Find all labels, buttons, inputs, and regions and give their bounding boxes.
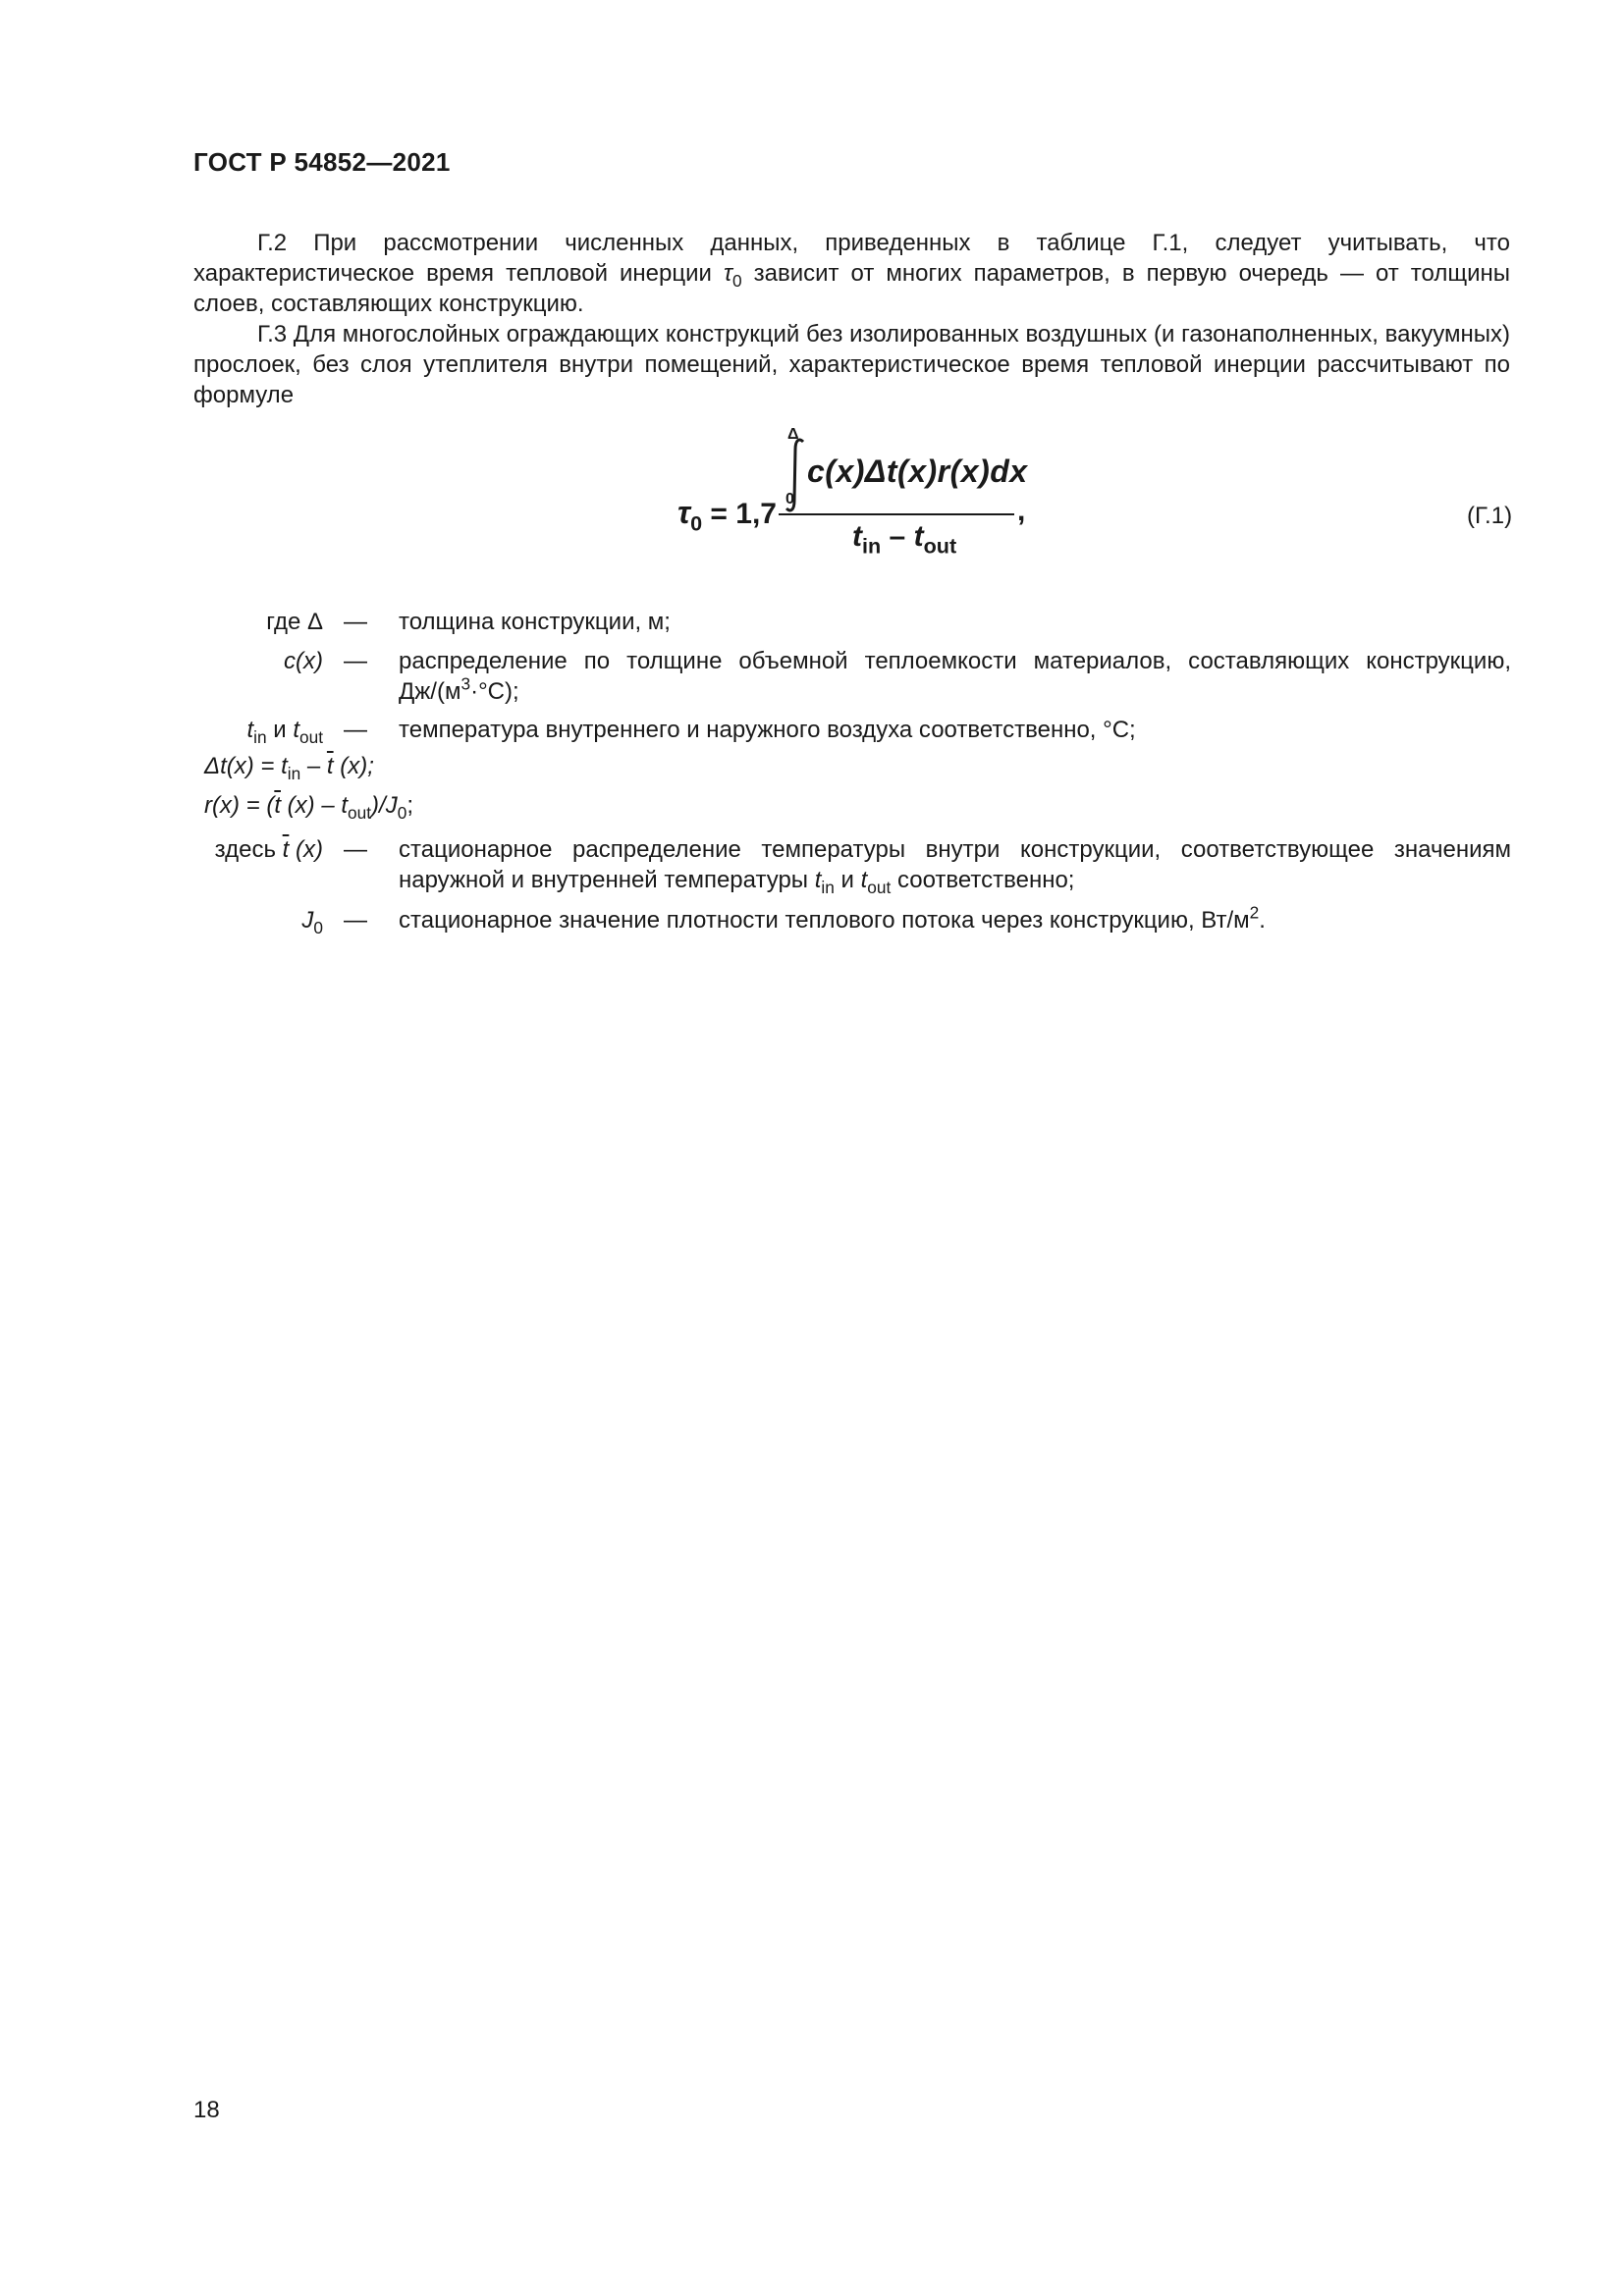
term-t-out: t xyxy=(293,717,299,743)
integral-lower-limit: 0 xyxy=(785,491,794,507)
desc-j0-sup: 2 xyxy=(1249,902,1260,923)
legend-dash: — xyxy=(344,907,367,934)
legend-desc-delta: толщина конструкции, м; xyxy=(399,609,671,635)
legend-desc-tin-tout: температура внутреннего и наружного воздуха соответственно, °С; xyxy=(399,717,1136,743)
r-x-tbar: $\overline{t}$ xyxy=(274,792,281,819)
term-x: (x) xyxy=(289,836,323,863)
term-j: J xyxy=(301,907,314,934)
delta-t-sub: in xyxy=(287,764,301,784)
fraction-line xyxy=(779,513,1014,515)
tau-symbol: τ xyxy=(723,260,732,287)
legend-desc-j0 xyxy=(399,902,1511,935)
legend-desc-cx xyxy=(399,646,1511,707)
paragraph-g2-text-b: зависит от многих параметров, в первую очередь — от толщины слоев, составляющих конструкцию. xyxy=(193,260,1511,317)
term-tbar: $\overline{t}$ xyxy=(282,836,290,863)
legend-dash: — xyxy=(344,836,367,863)
r-x-sub-out: out xyxy=(348,803,372,824)
paragraph-g3 xyxy=(193,319,1510,410)
formula-g1 xyxy=(677,426,1090,567)
desc-tbar-b: соответственно; xyxy=(891,867,1075,893)
delta-t-minus: – xyxy=(300,753,327,779)
desc-j0-a: стационарное значение плотности теплового потока через конструкцию, Вт/м xyxy=(399,907,1250,934)
denom-t-out: t xyxy=(913,520,924,553)
paragraph-g2 xyxy=(193,228,1510,319)
r-x-definition xyxy=(204,790,413,824)
page-number: 18 xyxy=(193,2097,220,2123)
r-x-rest-b: ; xyxy=(406,792,413,819)
formula-tau-sub: 0 xyxy=(690,510,703,536)
delta-t-tbar: $\overline{t}$ xyxy=(326,753,334,779)
formula-comma: , xyxy=(1017,495,1026,527)
paragraph-g2-text-a: Г.2 При рассмотрении численных данных, приведенных в таблице Г.1, следует учитывать, что характеристическое время тепловой инерции xyxy=(193,230,1510,287)
document-header: ГОСТ Р 54852—2021 xyxy=(193,147,451,177)
legend-desc-cx-b: ·°С); xyxy=(470,678,519,705)
legend-term-j0 xyxy=(301,905,323,938)
formula-numerator: c(x)Δt(x)r(x)dx xyxy=(807,454,1028,489)
denom-minus: – xyxy=(881,520,914,553)
desc-j0-b: . xyxy=(1259,907,1266,934)
delta-t-lhs: Δt(x) = t xyxy=(204,753,288,779)
legend-desc-cx-a: распределение по толщине объемной теплоемкости материалов, составляющих конструкцию, Дж/(м xyxy=(399,648,1511,705)
desc-sub-in: in xyxy=(821,878,835,898)
legend-desc-tbar-x xyxy=(399,834,1511,898)
legend-desc-cx-sup: 3 xyxy=(460,673,471,694)
desc-sub-out: out xyxy=(867,878,892,898)
formula-coefficient: = 1,7 xyxy=(702,498,777,530)
legend-dash: — xyxy=(344,717,367,743)
formula-tau: τ xyxy=(677,495,691,530)
formula-denominator xyxy=(852,520,957,559)
tau-subscript: 0 xyxy=(731,271,742,292)
term-t-in: t xyxy=(246,717,254,743)
desc-and: и xyxy=(834,867,861,893)
paragraph-g3-text: Г.3 Для многослойных ограждающих конструкций без изолированных воздушных (и газонаполненных, вакуумных) прослоек, без слоя утеплителя внутри помещений, характеристическое время тепловой инерции рассчитывают по формуле xyxy=(193,321,1510,408)
r-x-mid: (x) – t xyxy=(281,792,349,819)
formula-lhs xyxy=(677,495,777,536)
denom-sub-out: out xyxy=(923,533,957,559)
desc-t-out: t xyxy=(860,867,868,893)
desc-t-in: t xyxy=(814,867,822,893)
delta-t-rest: (x); xyxy=(333,753,374,779)
term-sub-out: out xyxy=(298,727,323,748)
legend-dash: — xyxy=(344,648,367,674)
r-x-rest-a: )/J xyxy=(371,792,398,819)
r-x-lhs: r(x) = ( xyxy=(204,792,275,819)
denom-t-in: t xyxy=(852,520,862,553)
desc-tbar-a: стационарное распределение температуры внутри конструкции, соответствующее значениям наружной и внутренней температуры xyxy=(399,836,1511,893)
integral-upper-limit: Δ xyxy=(787,426,799,443)
legend-dash: — xyxy=(344,609,367,635)
legend-term-delta: где Δ xyxy=(266,609,323,635)
term-sub-in: in xyxy=(253,727,267,748)
r-x-sub-0: 0 xyxy=(397,803,407,824)
term-zdes: здесь xyxy=(214,836,283,863)
equation-number: (Г.1) xyxy=(1467,503,1513,529)
legend-term-cx: c(x) xyxy=(284,648,323,674)
legend-term-tbar-x xyxy=(215,834,323,865)
legend-term-tin-tout xyxy=(246,715,323,748)
delta-t-definition xyxy=(204,751,374,784)
term-j-sub: 0 xyxy=(313,918,323,938)
denom-sub-in: in xyxy=(862,533,882,559)
term-and: и xyxy=(266,717,294,743)
